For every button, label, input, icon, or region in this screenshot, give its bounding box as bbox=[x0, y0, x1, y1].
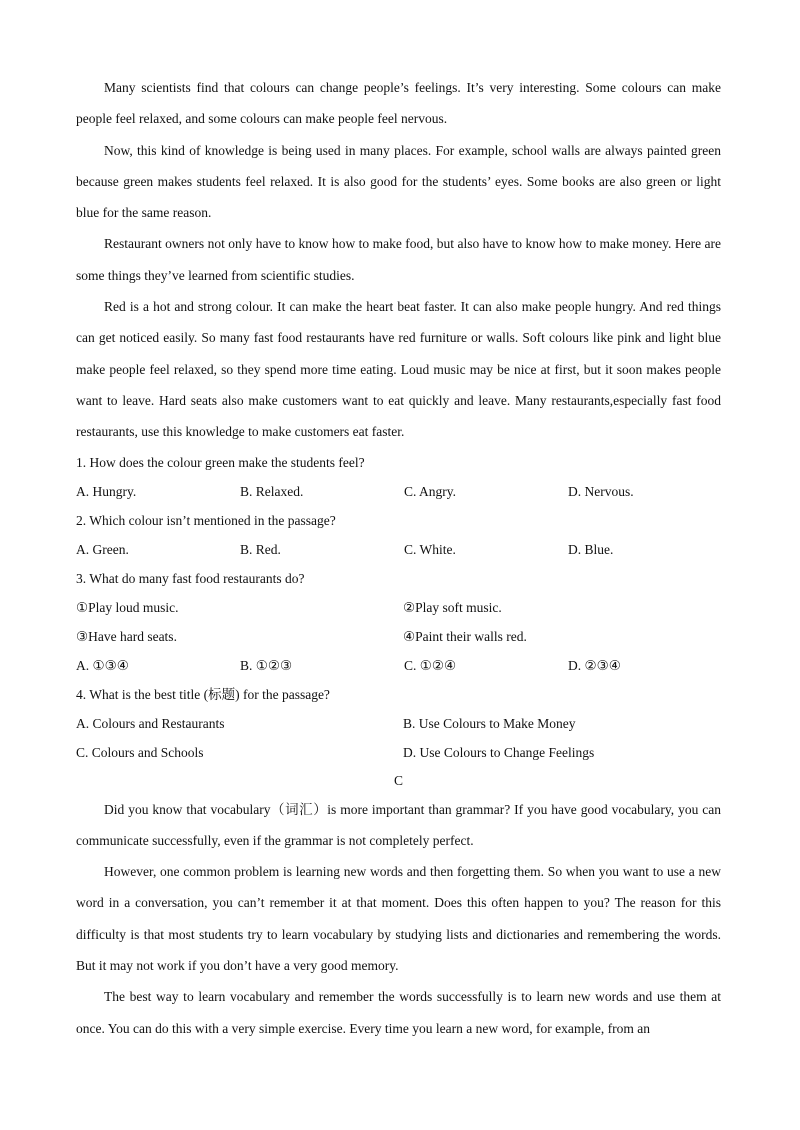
question-4-option-b: B. Use Colours to Make Money bbox=[403, 715, 576, 731]
question-1-option-a: A. Hungry. bbox=[76, 483, 137, 499]
question-3-option-c: C. ①②④ bbox=[404, 657, 457, 673]
passage-c-paragraph-3: The best way to learn vocabulary and remember the words successfully is to learn new words and use them at once. You can do this with a very simple exercise. Every time you learn a new word, for example, from an bbox=[76, 989, 721, 1036]
question-2-options bbox=[76, 535, 721, 564]
question-3-statement-3: ③Have hard seats. bbox=[76, 628, 177, 644]
question-3: 3. What do many fast food restaurants do? bbox=[76, 570, 305, 586]
question-4: 4. What is the best title (标题) for the passage? bbox=[76, 686, 330, 702]
question-1-options bbox=[76, 477, 721, 506]
passage-b-paragraph-2: Now, this kind of knowledge is being used in many places. For example, school walls are always painted green because green makes students feel relaxed. It is also good for the students’ eyes. Some books are also green or light blue for the same reason. bbox=[76, 142, 721, 221]
question-3-statements bbox=[76, 593, 721, 651]
question-4-options bbox=[76, 709, 721, 767]
passage-b-paragraph-1: Many scientists find that colours can change people’s feelings. It’s very interesting. Some colours can make people feel relaxed, and some colours can make people feel nervous. bbox=[76, 80, 721, 127]
question-3-option-a: A. ①③④ bbox=[76, 657, 129, 673]
question-2-option-d: D. Blue. bbox=[568, 541, 614, 557]
passage-c-paragraph-1: Did you know that vocabulary（词汇）is more important than grammar? If you have good vocabulary, you can communicate successfully, even if the grammar is not completely perfect. bbox=[76, 801, 721, 848]
question-3-option-d: D. ②③④ bbox=[568, 657, 621, 673]
passage-b-paragraph-4: Red is a hot and strong colour. It can make the heart beat faster. It can also make people hungry. And red things can get noticed easily. So many fast food restaurants have red furniture or walls. Soft colours like pink and light blue make people feel relaxed, so they spend more time eating. Loud music may be nice at first, but it soon makes people want to leave. Hard seats also make customers want to eat quickly and leave. Many restaurants,especially fast food restaurants, use this knowledge to make customers eat faster. bbox=[76, 299, 721, 440]
question-3-option-b: B. ①②③ bbox=[240, 657, 293, 673]
question-3-options bbox=[76, 651, 721, 680]
section-c-heading: C bbox=[393, 772, 403, 788]
question-3-statement-4: ④Paint their walls red. bbox=[403, 628, 527, 644]
question-1-option-d: D. Nervous. bbox=[568, 483, 634, 499]
question-1: 1. How does the colour green make the students feel? bbox=[76, 454, 365, 470]
passage-c-paragraph-2: However, one common problem is learning new words and then forgetting them. So when you want to use a new word in a conversation, you can’t remember it at that moment. Does this often happen to you? The reason for this difficulty is that most students try to learn vocabulary by studying lists and dictionaries and remembering the words. But it may not work if you don’t have a very good memory. bbox=[76, 864, 721, 974]
question-3-statement-2: ②Play soft music. bbox=[403, 599, 502, 615]
question-1-option-c: C. Angry. bbox=[404, 483, 457, 499]
question-4-option-a: A. Colours and Restaurants bbox=[76, 715, 225, 731]
question-2-option-a: A. Green. bbox=[76, 541, 129, 557]
question-4-option-c: C. Colours and Schools bbox=[76, 744, 204, 760]
question-1-option-b: B. Relaxed. bbox=[240, 483, 304, 499]
passage-b-paragraph-3: Restaurant owners not only have to know how to make food, but also have to know how to make money. Here are some things they’ve learned from scientific studies. bbox=[76, 236, 721, 283]
question-3-statement-1: ①Play loud music. bbox=[76, 599, 179, 615]
document-page bbox=[76, 72, 721, 1044]
question-2-option-c: C. White. bbox=[404, 541, 456, 557]
question-2: 2. Which colour isn’t mentioned in the passage? bbox=[76, 512, 336, 528]
question-2-option-b: B. Red. bbox=[240, 541, 281, 557]
question-4-option-d: D. Use Colours to Change Feelings bbox=[403, 744, 595, 760]
